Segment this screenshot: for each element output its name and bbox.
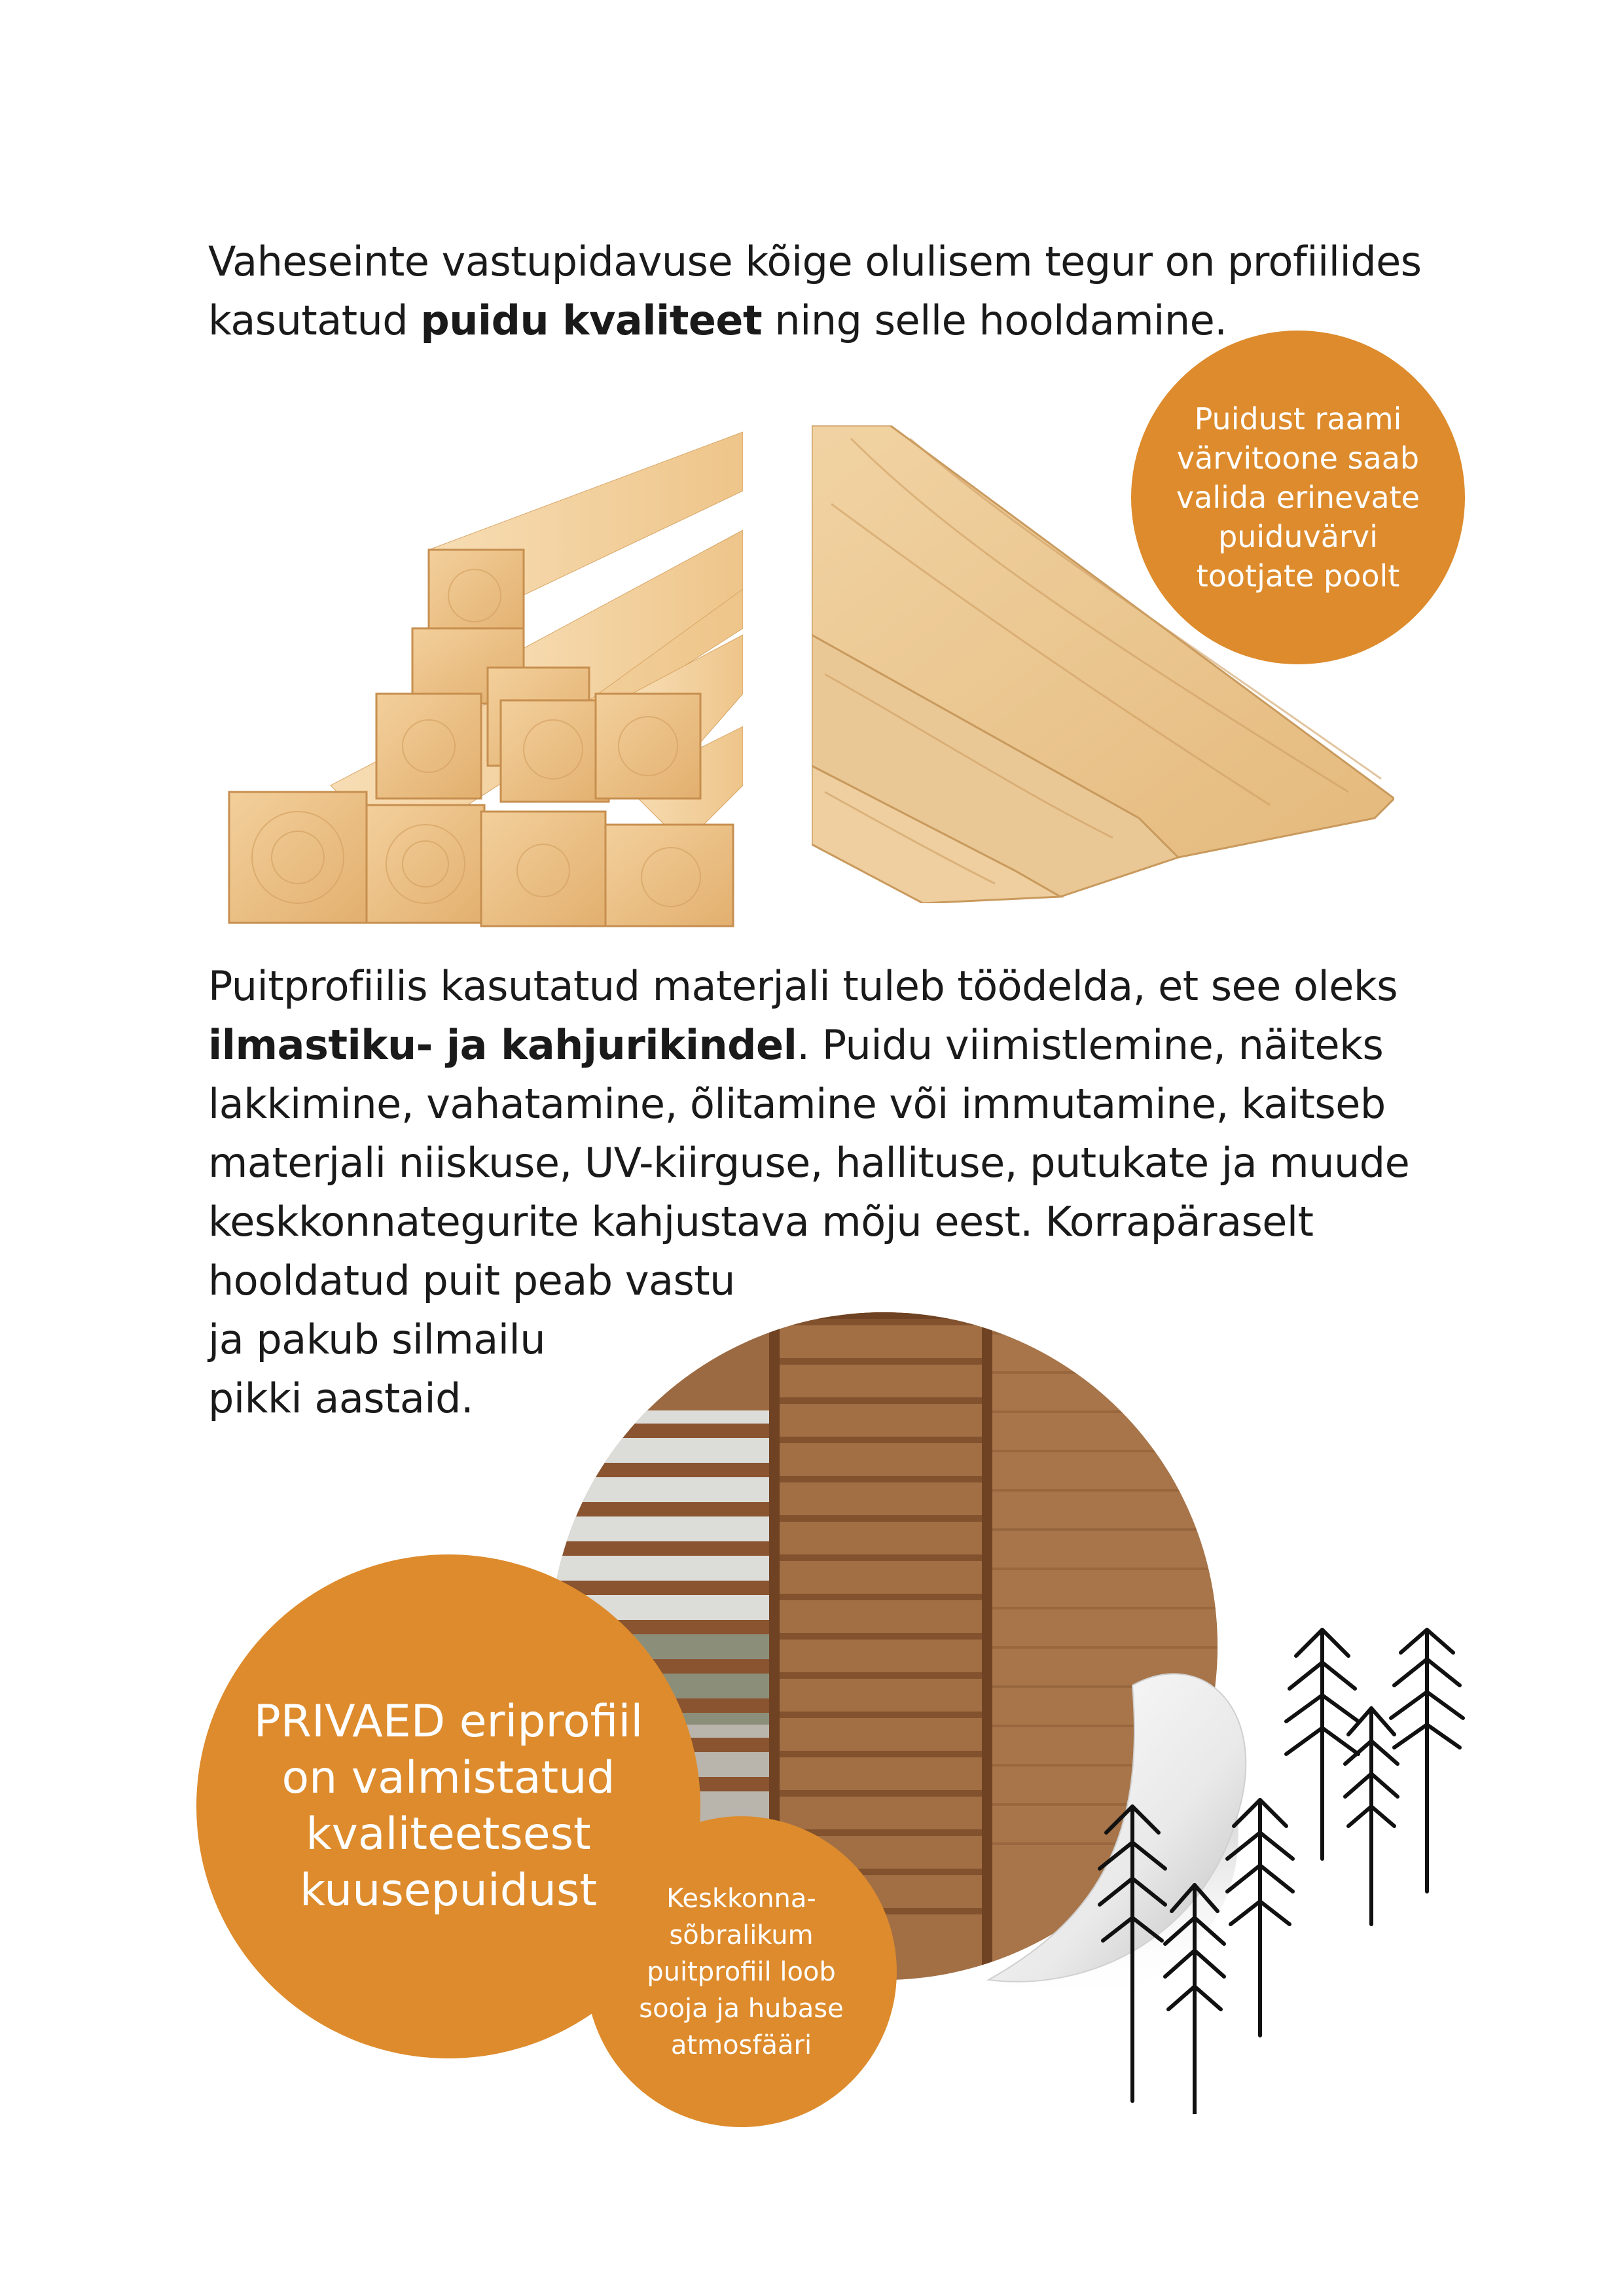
pine-tree-icon [1100, 1806, 1165, 2101]
body-line-7: ja pakub silmailu [208, 1316, 546, 1363]
color-badge-line: puiduvärvi [1218, 519, 1378, 554]
intro-paragraph [208, 232, 1422, 350]
eco-profile-badge [586, 1816, 897, 2127]
intro-line-2: kasutatud puidu kvaliteet ning selle hooldamine. [208, 296, 1227, 344]
body-line-1: Puitprofiilis kasutatud materjali tuleb töödelda, et see oleks [208, 962, 1398, 1010]
spruce-badge-line: kvaliteetsest [306, 1808, 591, 1860]
body-line-2: ilmastiku- ja kahjurikindel. Puidu viimistlemine, näiteks [208, 1021, 1384, 1069]
color-badge-line: tootjate poolt [1196, 558, 1400, 594]
body-line-4: materjali niiskuse, UV-kiirguse, hallituse, putukate ja muude [208, 1139, 1410, 1187]
color-badge-line: valida erinevate [1176, 480, 1420, 515]
lumber-stack-image [226, 419, 743, 929]
body-line-6: hooldatud puit peab vastu [208, 1257, 735, 1304]
color-badge-line: värvitoone saab [1176, 440, 1420, 476]
body-line-3: lakkimine, vahatamine, õlitamine või immutamine, kaitseb [208, 1080, 1386, 1128]
eco-badge-line: sõbralikum [669, 1920, 814, 1950]
spruce-badge-line: PRIVAED eriprofiil [253, 1696, 643, 1748]
body-highlight: ilmastiku- ja kahjurikindel [208, 1021, 797, 1069]
pine-tree-icon [1227, 1800, 1293, 2036]
eco-badge-line: Keskkonna- [666, 1883, 816, 1914]
pine-tree-icon [1165, 1885, 1224, 2114]
pine-tree-icon [1391, 1630, 1463, 1892]
spruce-badge-line: on valmistatud [281, 1752, 615, 1804]
eco-badge-line: sooja ja hubase [639, 1993, 844, 2024]
body-line-8: pikki aastaid. [208, 1374, 474, 1422]
intro-line-1: Vaheseinte vastupidavuse kõige olulisem tegur on profiilides [208, 238, 1422, 285]
pine-trees-illustration [1080, 1617, 1486, 2114]
pine-tree-icon [1345, 1708, 1398, 1924]
color-tone-badge [1131, 331, 1465, 664]
spruce-badge-line: kuusepuidust [299, 1865, 598, 1916]
eco-badge-line: puitprofiil loob [647, 1956, 836, 1987]
body-line-5: keskkonnategurite kahjustava mõju eest. Korrapäraselt [208, 1198, 1314, 1246]
intro-highlight: puidu kvaliteet [420, 296, 763, 344]
eco-badge-line: atmosfääri [670, 2030, 812, 2060]
color-badge-line: Puidust raami [1194, 401, 1402, 437]
